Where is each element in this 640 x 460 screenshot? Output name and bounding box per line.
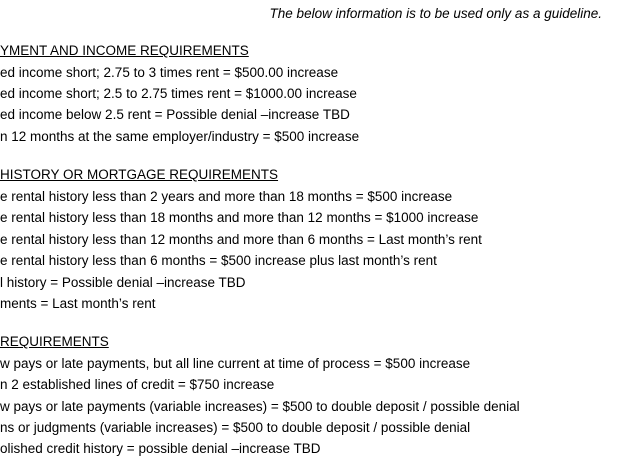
requirement-line: n 2 established lines of credit = $750 increase [0,377,275,392]
guideline-note: The below information is to be used only as a guideline. [269,6,602,21]
requirement-line: n 12 months at the same employer/industry = $500 increase [0,129,360,144]
requirement-line: ed income short; 2.5 to 2.75 times rent = $1000.00 increase [0,86,357,101]
requirement-line: ments = Last month’s rent [0,296,156,311]
section-heading: HISTORY OR MORTGAGE REQUIREMENTS [0,167,279,182]
requirement-line: l history = Possible denial –increase TBD [0,275,246,290]
requirement-line: e rental history less than 6 months = $500 increase plus last month’s rent [0,253,437,268]
requirement-line: ns or judgments (variable increases) = $500 to double deposit / possible denial [0,420,471,435]
section-heading: YMENT AND INCOME REQUIREMENTS [0,43,249,58]
requirement-line: w pays or late payments, but all line current at time of process = $500 increase [0,356,471,371]
requirement-line: e rental history less than 18 months and more than 12 months = $1000 increase [0,210,479,225]
requirement-line: olished credit history = possible denial –increase TBD [0,441,321,456]
requirement-line: e rental history less than 2 years and more than 18 months = $500 increase [0,189,453,204]
requirement-line: w pays or late payments (variable increases) = $500 to double deposit / possible denial [0,399,520,414]
requirement-line: ed income below 2.5 rent = Possible denial –increase TBD [0,107,350,122]
section-heading: REQUIREMENTS [0,334,109,349]
requirement-line: ed income short; 2.75 to 3 times rent = $500.00 increase [0,65,339,80]
requirement-line: e rental history less than 12 months and more than 6 months = Last month’s rent [0,232,482,247]
